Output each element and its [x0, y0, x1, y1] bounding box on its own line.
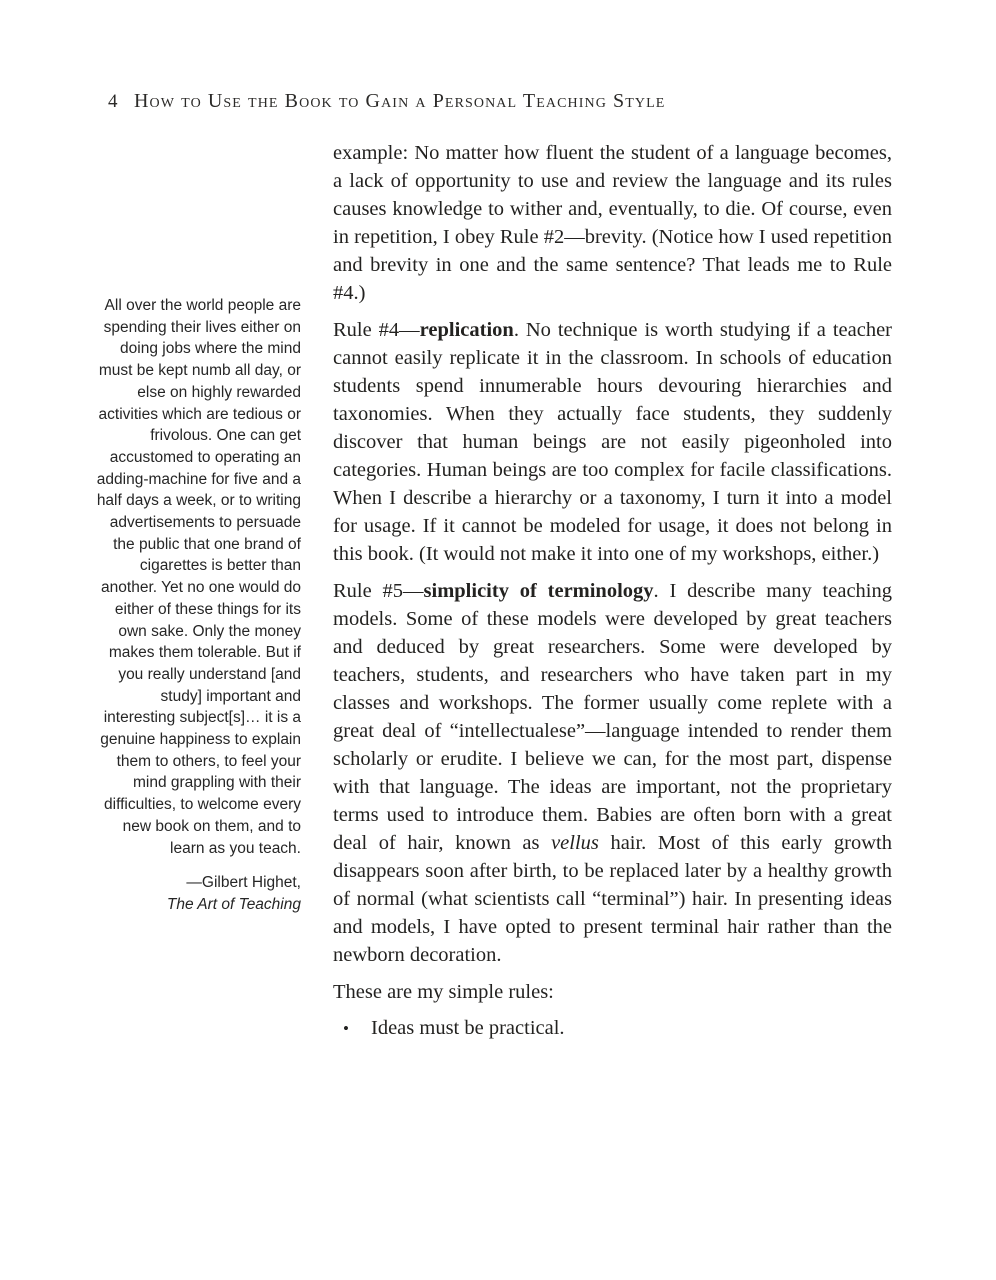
rule5-body-rest: hair. Most of this early growth disappears soon after birth, to be replaced later by a healthy growth of normal (what scientists call “terminal”) hair. In presenting ideas and models, I have opted to present terminal hair rather than the newborn decoration. [333, 832, 892, 966]
rule4-term: replication [419, 319, 514, 341]
margin-quote-text: All over the world people are spending their lives either on doing jobs where the mind must be kept numb all day, or else on highly rewarded activities which are tedious or frivolous. One can get accustomed to operating an adding-machine for five and a half days a week, or to writing advertisements to persuade the public that one brand of cigarettes is better than another. Yet no one would do either of these things for its own sake. Only the money makes them tolerable. But if you really understand [and study] important and interesting subject[s]… it is a genuine happiness to explain them to others, to feel your mind grappling with their difficulties, to welcome every new book on them, and to learn as you teach. [96, 297, 301, 857]
running-header-title: How to Use the Book to Gain a Personal Teaching Style [134, 90, 666, 112]
margin-quote [90, 295, 301, 916]
page-number: 4 [108, 91, 118, 112]
rule5-term: simplicity of terminology [423, 580, 654, 602]
rule5-italic-word: vellus [551, 832, 599, 854]
paragraph-rule4 [333, 316, 892, 568]
rules-intro: These are my simple rules: [333, 981, 554, 1003]
quote-author: —Gilbert Highet, [186, 874, 301, 892]
running-header [108, 90, 936, 113]
paragraph-continuation: example: No matter how fluent the student of a language becomes, a lack of opportunity to use and review the language and its rules causes knowledge to wither and, eventually, to die. Of course, even in repetition, I obey Rule #2—brevity. (Notice how I used repetition and brevity in one and the same sentence? That leads me to Rule #4.) [333, 142, 892, 304]
paragraph-rule5 [333, 577, 892, 969]
rule4-body: . No technique is worth studying if a teacher cannot easily replicate it in the classroom. In schools of education students spend innumerable hours devouring hierarchies and taxonomies. When they actually face students, they suddenly discover that human beings are not easily pigeonholed into categories. Human beings are too complex for facile classifications. When I describe a hierarchy or a taxonomy, I turn it into a model for usage. If it cannot be modeled for usage, it does not belong in this book. (It would not make it into one of my workshops, either.) [333, 319, 893, 565]
rule5-lead: Rule #5— [333, 580, 424, 602]
bullet-item [333, 1014, 892, 1043]
body-column [333, 139, 892, 1043]
quote-source-title: The Art of Teaching [166, 895, 301, 913]
rule5-body-mid: . I describe many teaching models. Some of these models were developed by great teachers and deduced by great researchers. Some were developed by teachers, students, and researchers who have taken part in my classes and workshops. The former usually come replete with a great deal of “intellectualese”—language intended to render them scholarly or erudite. I believe we can, for the most part, dispense with that language. The ideas are important, not the proprietary terms used to introduce them. Babies are often born with a great deal of hair, known as [333, 580, 892, 854]
margin-quote-attribution [90, 872, 301, 915]
rule4-lead: Rule #4— [333, 319, 420, 341]
bullet-text: Ideas must be practical. [371, 1017, 565, 1039]
bullet-marker-icon: • [343, 1019, 349, 1038]
